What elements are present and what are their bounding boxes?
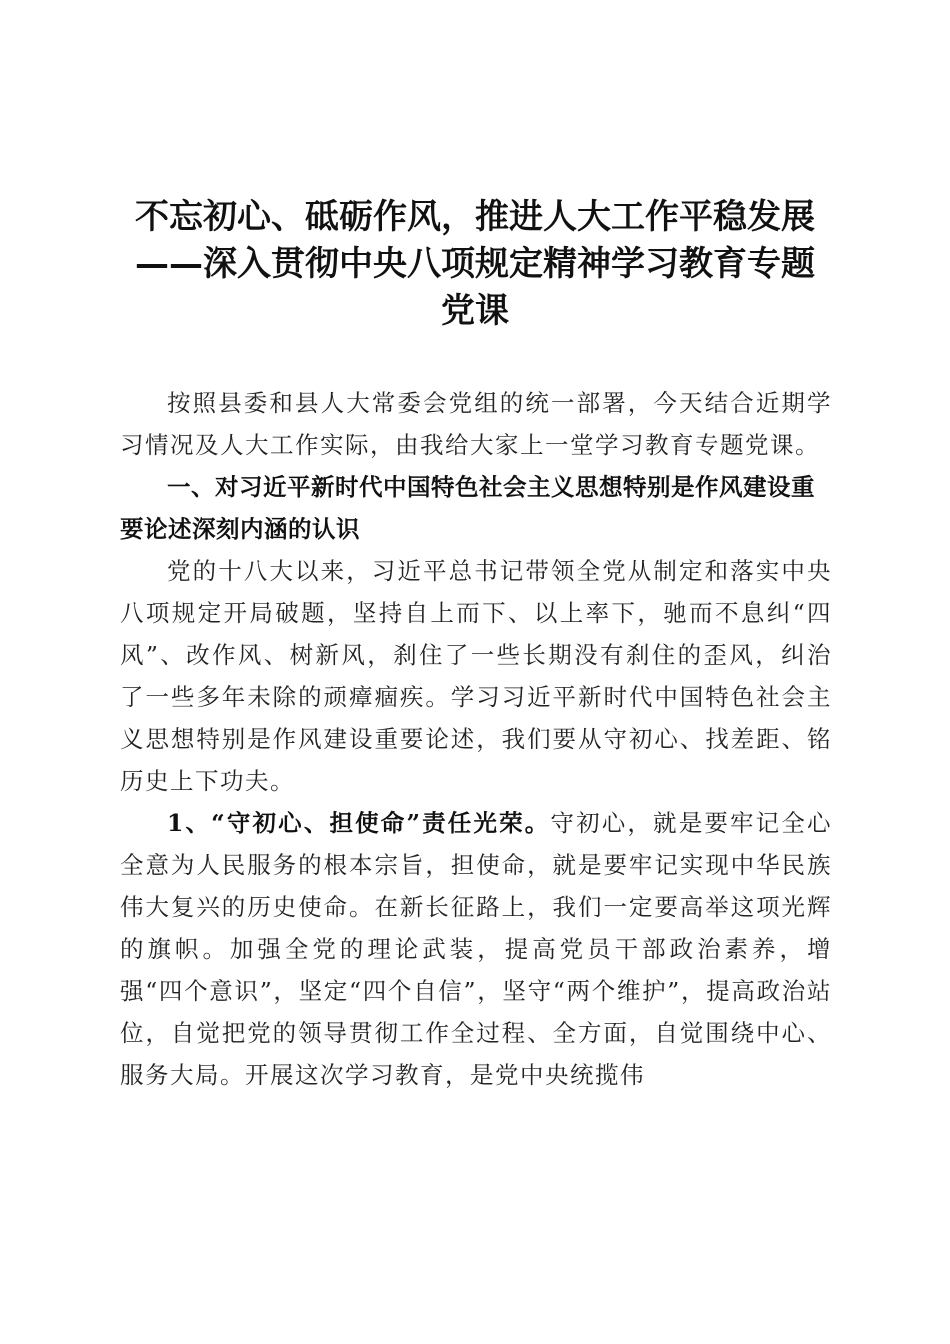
section-1-paragraph: 党的十八大以来，习近平总书记带领全党从制定和落实中央八项规定开局破题，坚持自上而下、以上率下，驰而不息纠“四风”、改作风、树新风，刹住了一些长期没有刹住的歪风，纠治了一些多年未除的顽瘴痼疾。学习习近平新时代中国特色社会主义思想特别是作风建设重要论述，我们要从守初心、找差距、铭历史上下功夫。 xyxy=(120,557,832,795)
point-1-paragraph xyxy=(120,802,832,1096)
point-1-text: 守初心，就是要牢记全心全意为人民服务的根本宗旨，担使命，就是要牢记实现中华民族伟大复兴的历史使命。在新长征路上，我们一定要高举这项光辉的旗帜。加强全党的理论武装，提高党员干部政治素养，增强“四个意识”，坚定“四个自信”，坚守“两个维护”，提高政治站位，自觉把党的领导贯彻工作全过程、全方面，自觉围绕中心、服务大局。开展这次学习教育，是党中央统揽伟 xyxy=(120,809,833,1089)
section-1-heading: 一、对习近平新时代中国特色社会主义思想特别是作风建设重要论述深刻内涵的认识 xyxy=(120,473,815,543)
title-line-2: ——深入贯彻中央八项规定精神学习教育专题 xyxy=(135,244,815,284)
document-body xyxy=(120,382,832,1096)
document-title xyxy=(100,194,850,335)
title-line-1: 不忘初心、砥砺作风，推进人大工作平稳发展 xyxy=(135,197,815,237)
title-line-3: 党课 xyxy=(441,291,509,331)
intro-paragraph: 按照县委和县人大常委会党组的统一部署，今天结合近期学习情况及人大工作实际，由我给大家上一堂学习教育专题党课。 xyxy=(120,389,832,459)
point-1-lead: 1、“守初心、担使命”责任光荣。 xyxy=(167,809,551,837)
